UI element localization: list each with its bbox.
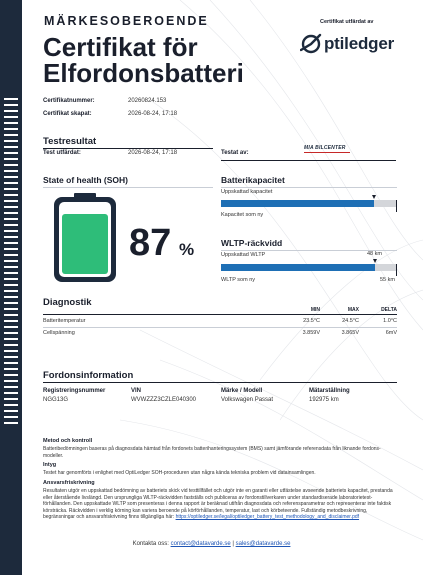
page-title-line-1: Certifikat för xyxy=(43,32,198,62)
diag-row-delta: 6mV xyxy=(385,330,397,336)
brand-neutral-kicker: MÄRKESOBEROENDE xyxy=(44,14,209,28)
wltp-new-label: WLTP som ny xyxy=(221,277,256,283)
model-value: Volkswagen Passat xyxy=(221,397,274,403)
method-heading: Metod och kontroll xyxy=(43,438,93,444)
reg-label: Registreringsnummer xyxy=(43,388,106,394)
capacity-marker-icon xyxy=(372,195,376,199)
capacity-rule xyxy=(221,187,397,188)
wltp-heading: WLTP-räckvidd xyxy=(221,238,283,248)
soh-unit: % xyxy=(179,240,195,259)
vehicle-rule xyxy=(43,382,397,383)
optiledger-logo-text: ptiledger xyxy=(324,34,394,53)
odometer-label: Mätarställning xyxy=(309,388,350,394)
capacity-new-label: Kapacitet som ny xyxy=(221,212,264,218)
mia-bilcenter-logo: MIA BILCENTER xyxy=(304,145,350,153)
test-performed-label: Test utfärdat: xyxy=(43,150,81,156)
diag-row-label: Cellspänning xyxy=(43,330,75,336)
diag-col-delta: DELTA xyxy=(381,307,397,313)
battery-icon xyxy=(54,193,116,282)
diag-row-label: Batteritemperatur xyxy=(43,318,86,324)
contact-email-link[interactable]: contact@datavarde.se xyxy=(170,541,231,547)
battery-fill-level xyxy=(62,214,108,274)
odometer-value: 192975 km xyxy=(309,397,339,403)
wltp-new-tick xyxy=(396,264,397,276)
test-performed-value: 2026-08-24, 17:18 xyxy=(128,150,178,156)
diag-row-delta: 1.0°C xyxy=(383,318,397,324)
footer-separator: | xyxy=(232,541,234,547)
capacity-estimated-label: Uppskattad kapacitet xyxy=(221,189,273,195)
disclaimer-text: Resultaten utgör en uppskattad bedömning av batteriets skick vid testtillfället och utgör inte en garanti eller utfästelse avseende batteriets kapacitet, prestanda eller återstående livslängd. Den ursprungliga WLTP-räckvidden fastställs och publiceras av fordonstillverkaren under standardiserade laboratorietest-förhållanden. Den uppskattade WLTP som presenteras i denna rapport är beräknad utifrån diagnosdata och referensparametrar och representerar inte faktisk körsträcka. Räckvidden i verklig körning kan variera beroende på körförhållanden, temperatur, last och körbeteende. Fullständig metodbeskrivning, begränsningar och ansvarsfriskrivning finns tillgängliga här: https://optiledger.se/legal/optiledger_battery_test_methodology_and_disclaimer.pdf xyxy=(43,488,393,521)
contact-label: Kontakta oss: xyxy=(132,541,169,547)
test-results-rule xyxy=(43,148,213,149)
soh-heading: State of health (SOH) xyxy=(43,175,129,185)
disclaimer-heading: Ansvarsfriskrivning xyxy=(43,480,95,486)
certificate-created-value: 2026-08-24, 17:18 xyxy=(128,111,178,117)
diagnostics-rule xyxy=(43,314,397,315)
soh-value: 87 xyxy=(129,222,172,264)
certificate-number-value: 20260824.153 xyxy=(128,98,167,104)
vehicle-heading: Fordonsinformation xyxy=(43,370,134,381)
test-results-heading: Testresultat xyxy=(43,136,97,147)
wltp-new-value: 55 km xyxy=(380,277,395,283)
method-text: Batteribedömningen baseras på diagnosdata hämtad från fordonets batterihanteringssystem (BMS) samt jämförande referensdata från liknande fordons-modeller. xyxy=(43,446,381,459)
integrity-text: Testet har genomförts i enlighet med OptiLedger SOH-proceduren utan några kända tekniska problem vid datainsamlingen. xyxy=(43,470,316,476)
diag-col-max: MAX xyxy=(347,307,359,313)
vin-value: WVWZZZ3CZLE040300 xyxy=(131,397,197,403)
diagnostics-heading: Diagnostik xyxy=(43,297,92,308)
diag-row-max: 24.5°C xyxy=(342,318,359,324)
capacity-bar-fill xyxy=(221,200,374,207)
optiledger-logo-icon xyxy=(300,33,322,55)
issued-by-label: Certifikat utfärdat av xyxy=(320,19,374,25)
integrity-heading: Intyg xyxy=(43,462,57,468)
wltp-estimated-label: Uppskattad WLTP xyxy=(221,252,266,258)
reg-value: NGG13G xyxy=(43,397,69,403)
vin-label: VIN xyxy=(131,388,142,394)
diag-col-min: MIN xyxy=(310,307,320,313)
diag-row-max: 3.865V xyxy=(341,330,359,336)
certificate-created-label: Certifikat skapat: xyxy=(43,111,92,117)
wltp-estimated-value: 48 km xyxy=(367,251,382,257)
wltp-bar xyxy=(221,264,397,271)
optiledger-logo xyxy=(300,32,400,56)
diag-row-min: 23.5°C xyxy=(303,318,320,324)
footer-contact xyxy=(0,541,423,547)
page-title-line-2: Elfordonsbatteri xyxy=(43,58,244,88)
diag-row-min: 3.859V xyxy=(302,330,320,336)
left-stripe-pattern xyxy=(4,98,18,428)
capacity-bar xyxy=(221,200,397,207)
tested-by-rule xyxy=(221,160,396,161)
certificate-number-label: Certifikatnummer: xyxy=(43,98,95,104)
wltp-marker-icon xyxy=(373,259,377,263)
wltp-bar-fill xyxy=(221,264,375,271)
soh-rule xyxy=(43,187,213,188)
model-label: Märke / Modell xyxy=(221,388,263,394)
methodology-link[interactable]: https://optiledger.se/legal/optiledger_battery_test_methodology_and_disclaimer.pdf xyxy=(175,514,360,521)
tested-by-label: Testat av: xyxy=(221,150,249,156)
capacity-new-tick xyxy=(396,200,397,212)
sales-email-link[interactable]: sales@datavarde.se xyxy=(235,541,291,547)
capacity-heading: Batterikapacitet xyxy=(221,175,285,185)
